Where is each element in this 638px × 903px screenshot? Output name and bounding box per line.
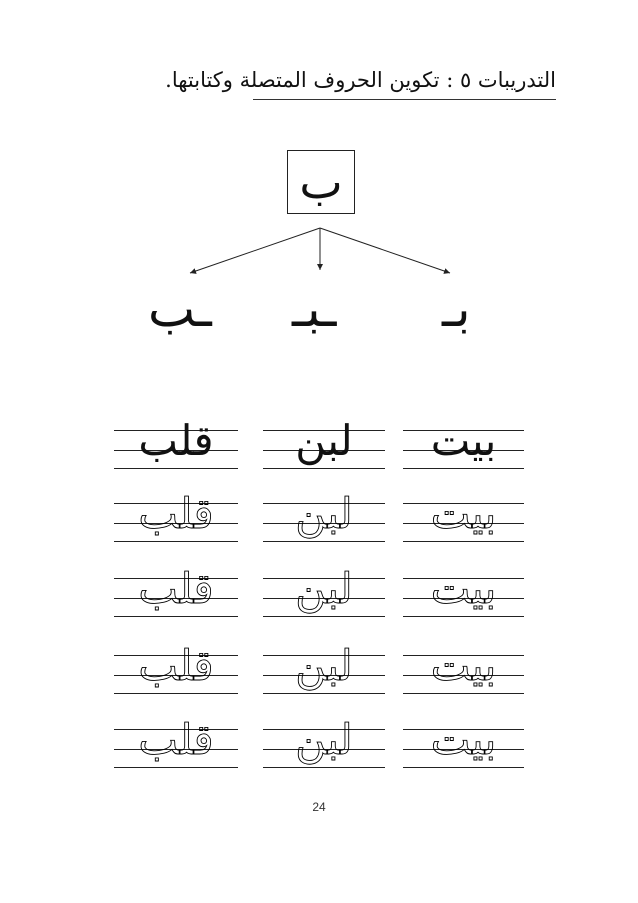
word-block: [114, 416, 238, 470]
trace-row: [403, 489, 524, 543]
arrow-right: [320, 228, 450, 273]
model-word: بيت: [430, 416, 497, 465]
trace-row: [263, 489, 385, 543]
trace-row: [403, 641, 524, 695]
trace-word: لبن: [295, 641, 353, 690]
model-word: لبن: [295, 416, 353, 465]
model-word: قلب: [138, 416, 214, 465]
trace-word: قلب: [138, 641, 214, 690]
word-block: [403, 416, 524, 470]
trace-row: [263, 641, 385, 695]
trace-row: [403, 564, 524, 618]
trace-word: قلب: [138, 489, 214, 538]
trace-row: [403, 715, 524, 769]
page-title: التدريبات ٥ : تكوين الحروف المتصلة وكتابتها.: [165, 68, 556, 92]
trace-word: قلب: [138, 715, 214, 764]
trace-word: قلب: [138, 564, 214, 613]
trace-word: بيت: [430, 564, 497, 613]
trace-row: [114, 641, 238, 695]
trace-word: بيت: [430, 489, 497, 538]
trace-word: لبن: [295, 489, 353, 538]
word-block: [263, 416, 385, 470]
trace-row: [114, 715, 238, 769]
final-form: ـب: [148, 280, 212, 338]
trace-row: [114, 564, 238, 618]
main-letter-box: [287, 150, 355, 214]
trace-word: بيت: [430, 641, 497, 690]
arrow-left: [190, 228, 320, 273]
trace-row: [263, 564, 385, 618]
main-letter: ب: [299, 155, 343, 209]
trace-word: لبن: [295, 564, 353, 613]
trace-word: بيت: [430, 715, 497, 764]
page-number: 24: [312, 800, 326, 814]
title-underline: [253, 99, 556, 100]
trace-row: [263, 715, 385, 769]
trace-word: لبن: [295, 715, 353, 764]
trace-row: [114, 489, 238, 543]
initial-form: بـ: [442, 280, 471, 338]
medial-form: ـبـ: [292, 280, 337, 338]
